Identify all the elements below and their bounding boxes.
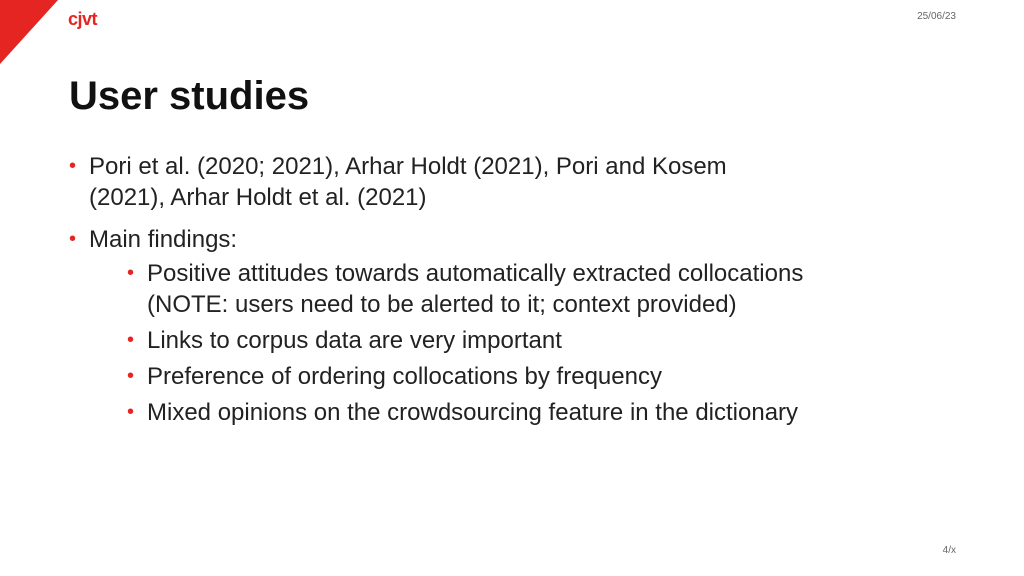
bullet-icon: • [69, 155, 77, 177]
references-text: Pori et al. (2020; 2021), Arhar Holdt (2021), Pori and Kosem (2021), Arhar Holdt et al. (2021) [89, 153, 727, 211]
finding-item [89, 258, 809, 320]
main-findings-label: Main findings: [89, 226, 238, 253]
list-item-references [69, 151, 809, 213]
list-item-main-findings [69, 224, 809, 428]
corner-triangle-icon [0, 0, 58, 64]
findings-list [89, 258, 809, 428]
bullet-icon: • [127, 329, 135, 351]
finding-item [89, 325, 809, 356]
slide-date: 25/06/23 [917, 11, 956, 22]
slide-content [69, 151, 809, 439]
bullet-icon: • [69, 228, 77, 250]
finding-text: Preference of ordering collocations by frequency [147, 363, 662, 390]
finding-item [89, 397, 809, 428]
finding-text: Links to corpus data are very important [147, 327, 562, 354]
bullet-icon: • [127, 365, 135, 387]
main-bullet-list [69, 151, 809, 428]
page-title: User studies [69, 74, 310, 118]
finding-text: Positive attitudes towards automatically extracted collocations (NOTE: users need to be alerted to it; context provided) [147, 260, 804, 318]
finding-text: Mixed opinions on the crowdsourcing feature in the dictionary [147, 399, 799, 426]
page-number: 4/x [942, 545, 956, 556]
finding-item [89, 361, 809, 392]
bullet-icon: • [127, 262, 135, 284]
bullet-icon: • [127, 401, 135, 423]
cjvt-logo: cjvt [68, 9, 98, 29]
